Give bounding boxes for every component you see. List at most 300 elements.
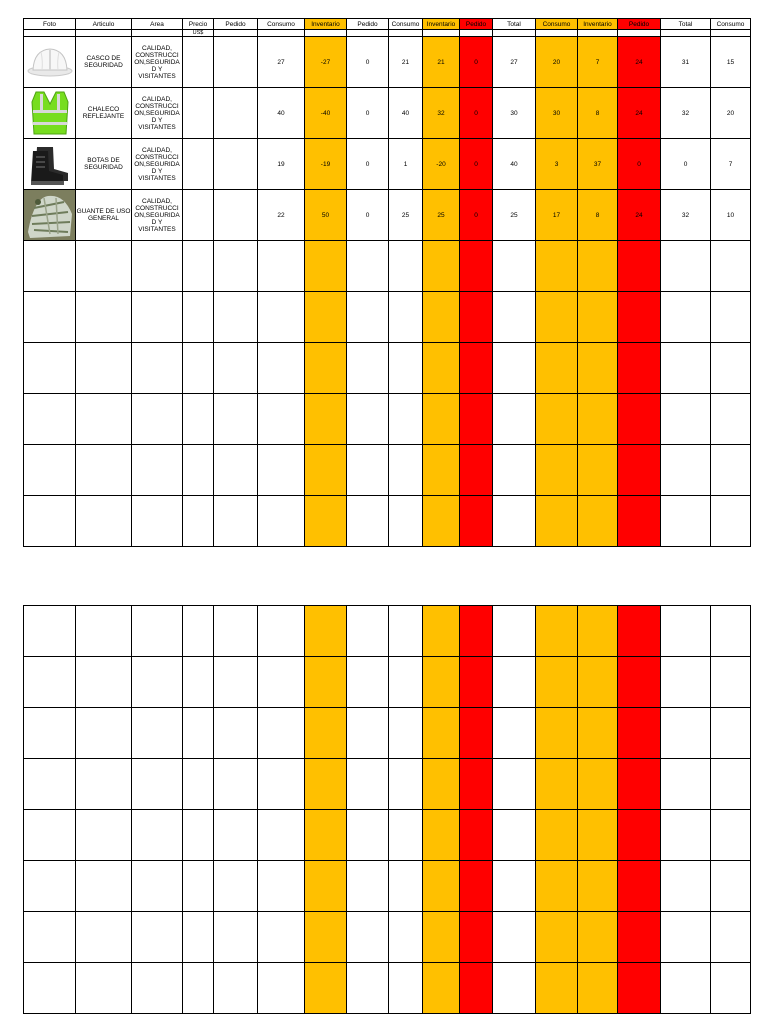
empty-cell [183, 606, 214, 657]
empty-cell [214, 759, 258, 810]
cell-consumo: 10 [711, 190, 751, 241]
empty-cell [24, 963, 76, 1014]
empty-cell [24, 708, 76, 759]
empty-cell [214, 963, 258, 1014]
cell-consumo: 3 [536, 139, 578, 190]
empty-cell [711, 657, 751, 708]
empty-cell [389, 445, 423, 496]
empty-cell [389, 343, 423, 394]
empty-cell [493, 292, 536, 343]
empty-cell [132, 394, 183, 445]
empty-cell [214, 606, 258, 657]
table-row[interactable] [24, 139, 751, 190]
table-row[interactable] [24, 190, 751, 241]
empty-cell [493, 657, 536, 708]
empty-cell [183, 241, 214, 292]
empty-cell [618, 759, 661, 810]
empty-cell [460, 657, 493, 708]
area-line: ON,SEGURIDA [134, 58, 180, 66]
empty-cell [76, 343, 132, 394]
cell-consumo: 40 [389, 88, 423, 139]
subheader-cell [618, 30, 661, 37]
empty-cell [132, 606, 183, 657]
empty-cell [460, 861, 493, 912]
empty-cell [305, 343, 347, 394]
subheader-cell [24, 30, 76, 37]
empty-cell [389, 394, 423, 445]
empty-cell [423, 810, 460, 861]
cell-inventario: 50 [305, 190, 347, 241]
empty-cell [305, 241, 347, 292]
empty-cell [258, 657, 305, 708]
cell-consumo: 22 [258, 190, 305, 241]
empty-cell [711, 708, 751, 759]
empty-cell [578, 912, 618, 963]
header-row [24, 19, 751, 30]
empty-cell [460, 759, 493, 810]
empty-cell [214, 343, 258, 394]
column-header-precio: Precio [183, 19, 214, 30]
cell-total: 32 [661, 88, 711, 139]
area-line: VISITANTES [138, 225, 176, 233]
empty-cell [347, 861, 389, 912]
empty-cell [661, 292, 711, 343]
empty-cell [661, 963, 711, 1014]
empty-cell [578, 445, 618, 496]
cell-inventario: -20 [423, 139, 460, 190]
empty-cell [305, 963, 347, 1014]
work-gloves-photo [24, 190, 76, 241]
empty-cell [711, 496, 751, 547]
hard-hat-photo [24, 37, 76, 88]
area-line: D Y [151, 167, 163, 175]
empty-cell [183, 963, 214, 1014]
empty-cell [258, 343, 305, 394]
empty-row [24, 861, 751, 912]
empty-cell [493, 861, 536, 912]
cell-inventario: 8 [578, 190, 618, 241]
empty-cell [24, 606, 76, 657]
cell-pedido: 24 [618, 88, 661, 139]
cell-total: 25 [493, 190, 536, 241]
empty-cell [258, 759, 305, 810]
empty-cell [493, 606, 536, 657]
empty-cell [423, 606, 460, 657]
empty-cell [305, 496, 347, 547]
empty-cell [24, 343, 76, 394]
empty-cell [258, 496, 305, 547]
area-line: CONSTRUCCI [135, 102, 179, 110]
empty-cell [76, 708, 132, 759]
safety-boots-photo [24, 139, 76, 190]
empty-cell [258, 445, 305, 496]
area-line: D Y [151, 218, 163, 226]
empty-cell [305, 292, 347, 343]
subheader-cell [258, 30, 305, 37]
area-line: ON,SEGURIDA [134, 160, 180, 168]
table-row[interactable] [24, 88, 751, 139]
empty-cell [493, 963, 536, 1014]
empty-cell [347, 292, 389, 343]
empty-cell [132, 861, 183, 912]
cell-pedido: 0 [347, 190, 389, 241]
subheader-cell [423, 30, 460, 37]
subheader-cell [661, 30, 711, 37]
empty-row [24, 292, 751, 343]
empty-cell [536, 708, 578, 759]
empty-cell [214, 912, 258, 963]
empty-cell [493, 394, 536, 445]
empty-cell [214, 394, 258, 445]
cell-total: 31 [661, 37, 711, 88]
empty-cell [711, 912, 751, 963]
empty-cell [132, 496, 183, 547]
empty-cell [183, 810, 214, 861]
empty-cell [183, 657, 214, 708]
empty-cell [258, 708, 305, 759]
empty-cell [661, 445, 711, 496]
cell-pedido: 24 [618, 190, 661, 241]
subheader-cell [460, 30, 493, 37]
column-header-total: Total [661, 19, 711, 30]
item-name: CASCO DE SEGURIDAD [76, 37, 132, 88]
empty-cell [493, 912, 536, 963]
empty-cell [711, 606, 751, 657]
empty-cell [460, 292, 493, 343]
column-header-pedido: Pedido [618, 19, 661, 30]
empty-cell [618, 445, 661, 496]
subheader-cell [389, 30, 423, 37]
empty-cell [347, 606, 389, 657]
cell-consumo: 7 [711, 139, 751, 190]
empty-cell [661, 394, 711, 445]
empty-cell [389, 292, 423, 343]
empty-cell [460, 606, 493, 657]
empty-cell [389, 759, 423, 810]
empty-cell [536, 241, 578, 292]
empty-cell [76, 606, 132, 657]
empty-cell [76, 292, 132, 343]
cell-precio [183, 37, 214, 88]
cell-pedido: 0 [347, 88, 389, 139]
subheader-cell [578, 30, 618, 37]
empty-cell [536, 657, 578, 708]
empty-cell [661, 606, 711, 657]
empty-cell [389, 810, 423, 861]
empty-cell [711, 445, 751, 496]
subheader-row [24, 30, 751, 37]
column-header-consumo: Consumo [389, 19, 423, 30]
empty-cell [347, 496, 389, 547]
area-line: CALIDAD, [142, 197, 172, 205]
empty-cell [460, 810, 493, 861]
empty-cell [618, 343, 661, 394]
cell-precio [183, 190, 214, 241]
empty-cell [578, 343, 618, 394]
cell-consumo: 40 [258, 88, 305, 139]
cell-total: 30 [493, 88, 536, 139]
cell-inventario: -40 [305, 88, 347, 139]
empty-cell [423, 496, 460, 547]
empty-cell [389, 912, 423, 963]
empty-cell [305, 445, 347, 496]
empty-cell [711, 810, 751, 861]
subheader-cell [214, 30, 258, 37]
empty-cell [493, 241, 536, 292]
empty-cell [711, 963, 751, 1014]
empty-cell [618, 657, 661, 708]
area-line: ON,SEGURIDA [134, 109, 180, 117]
cell-inventario: 8 [578, 88, 618, 139]
empty-cell [578, 241, 618, 292]
empty-cell [711, 759, 751, 810]
item-area [132, 190, 183, 241]
empty-cell [423, 657, 460, 708]
empty-cell [132, 912, 183, 963]
cell-pedido [214, 88, 258, 139]
empty-cell [305, 708, 347, 759]
empty-cell [423, 759, 460, 810]
empty-row [24, 810, 751, 861]
empty-cell [305, 912, 347, 963]
empty-cell [347, 708, 389, 759]
empty-cell [661, 759, 711, 810]
cell-pedido: 0 [347, 37, 389, 88]
empty-cell [389, 241, 423, 292]
empty-cell [536, 394, 578, 445]
empty-cell [618, 810, 661, 861]
empty-cell [460, 963, 493, 1014]
empty-cell [76, 657, 132, 708]
cell-pedido: 0 [460, 190, 493, 241]
column-header-pedido: Pedido [460, 19, 493, 30]
empty-row [24, 241, 751, 292]
area-line: VISITANTES [138, 72, 176, 80]
empty-cell [618, 708, 661, 759]
empty-cell [536, 759, 578, 810]
cell-inventario: -27 [305, 37, 347, 88]
empty-cell [24, 861, 76, 912]
empty-cell [536, 912, 578, 963]
empty-cell [460, 708, 493, 759]
empty-cell [711, 292, 751, 343]
empty-cell [258, 963, 305, 1014]
empty-cell [578, 496, 618, 547]
empty-cell [423, 394, 460, 445]
empty-cell [183, 759, 214, 810]
subheader-cell [493, 30, 536, 37]
empty-cell [618, 606, 661, 657]
empty-row [24, 445, 751, 496]
empty-cell [132, 810, 183, 861]
empty-cell [536, 606, 578, 657]
empty-cell [423, 343, 460, 394]
empty-row [24, 657, 751, 708]
item-name: CHALECO REFLEJANTE [76, 88, 132, 139]
empty-cell [618, 394, 661, 445]
empty-cell [24, 912, 76, 963]
empty-cell [24, 394, 76, 445]
area-line: CONSTRUCCI [135, 204, 179, 212]
cell-inventario: -19 [305, 139, 347, 190]
empty-cell [305, 657, 347, 708]
inventory-table-continued [23, 605, 751, 1014]
empty-cell [132, 759, 183, 810]
cell-pedido [214, 190, 258, 241]
empty-cell [578, 963, 618, 1014]
empty-cell [423, 861, 460, 912]
empty-cell [578, 292, 618, 343]
empty-cell [183, 292, 214, 343]
empty-cell [389, 861, 423, 912]
empty-cell [661, 496, 711, 547]
empty-cell [711, 394, 751, 445]
empty-cell [76, 810, 132, 861]
empty-row [24, 963, 751, 1014]
area-line: VISITANTES [138, 174, 176, 182]
empty-row [24, 496, 751, 547]
empty-cell [305, 394, 347, 445]
empty-cell [76, 241, 132, 292]
cell-pedido: 0 [347, 139, 389, 190]
cell-consumo: 17 [536, 190, 578, 241]
cell-pedido: 24 [618, 37, 661, 88]
cell-precio [183, 139, 214, 190]
empty-cell [258, 606, 305, 657]
empty-cell [618, 912, 661, 963]
empty-cell [493, 708, 536, 759]
empty-cell [347, 445, 389, 496]
inventory-table [23, 18, 751, 547]
empty-cell [24, 657, 76, 708]
empty-cell [258, 394, 305, 445]
cell-consumo: 27 [258, 37, 305, 88]
empty-row [24, 759, 751, 810]
cell-consumo: 20 [711, 88, 751, 139]
column-header-inventario: Inventario [305, 19, 347, 30]
empty-row [24, 343, 751, 394]
area-line: CALIDAD, [142, 146, 172, 154]
empty-cell [305, 810, 347, 861]
empty-cell [76, 912, 132, 963]
area-line: D Y [151, 65, 163, 73]
empty-cell [132, 241, 183, 292]
empty-cell [423, 445, 460, 496]
empty-cell [258, 912, 305, 963]
empty-cell [76, 861, 132, 912]
empty-cell [661, 241, 711, 292]
empty-cell [536, 445, 578, 496]
empty-cell [460, 394, 493, 445]
cell-inventario: 21 [423, 37, 460, 88]
empty-cell [347, 912, 389, 963]
empty-cell [493, 343, 536, 394]
empty-cell [132, 657, 183, 708]
empty-cell [347, 963, 389, 1014]
empty-cell [578, 759, 618, 810]
empty-cell [460, 445, 493, 496]
area-line: CONSTRUCCI [135, 51, 179, 59]
empty-cell [24, 292, 76, 343]
cell-pedido: 0 [460, 37, 493, 88]
subheader-cell [305, 30, 347, 37]
empty-cell [214, 810, 258, 861]
empty-cell [711, 861, 751, 912]
empty-cell [661, 912, 711, 963]
empty-cell [305, 606, 347, 657]
cell-consumo: 25 [389, 190, 423, 241]
cell-consumo: 21 [389, 37, 423, 88]
empty-cell [347, 241, 389, 292]
empty-row [24, 708, 751, 759]
column-header-area: Area [132, 19, 183, 30]
empty-cell [347, 343, 389, 394]
empty-cell [183, 343, 214, 394]
column-header-pedido: Pedido [214, 19, 258, 30]
column-header-inventario: Inventario [423, 19, 460, 30]
empty-cell [423, 912, 460, 963]
empty-cell [132, 292, 183, 343]
empty-cell [536, 810, 578, 861]
cell-consumo: 19 [258, 139, 305, 190]
empty-cell [618, 496, 661, 547]
empty-cell [578, 810, 618, 861]
column-header-total: Total [493, 19, 536, 30]
empty-cell [389, 708, 423, 759]
subheader-cell [132, 30, 183, 37]
empty-cell [347, 759, 389, 810]
empty-cell [183, 445, 214, 496]
empty-cell [24, 445, 76, 496]
empty-cell [24, 810, 76, 861]
empty-cell [711, 241, 751, 292]
empty-cell [389, 606, 423, 657]
empty-cell [183, 861, 214, 912]
empty-cell [305, 759, 347, 810]
empty-cell [132, 963, 183, 1014]
area-line: VISITANTES [138, 123, 176, 131]
cell-total: 40 [493, 139, 536, 190]
empty-cell [24, 759, 76, 810]
subheader-cell [536, 30, 578, 37]
empty-cell [183, 708, 214, 759]
empty-row [24, 606, 751, 657]
empty-cell [618, 963, 661, 1014]
empty-cell [536, 963, 578, 1014]
cell-inventario: 32 [423, 88, 460, 139]
area-line: ON,SEGURIDA [134, 211, 180, 219]
item-area [132, 139, 183, 190]
empty-cell [347, 394, 389, 445]
column-header-inventario: Inventario [578, 19, 618, 30]
empty-cell [76, 963, 132, 1014]
empty-cell [460, 343, 493, 394]
empty-cell [258, 292, 305, 343]
empty-cell [493, 445, 536, 496]
empty-cell [24, 241, 76, 292]
cell-pedido [214, 139, 258, 190]
empty-cell [24, 496, 76, 547]
table-row[interactable] [24, 37, 751, 88]
empty-cell [183, 912, 214, 963]
cell-inventario: 7 [578, 37, 618, 88]
subheader-cell [76, 30, 132, 37]
empty-row [24, 912, 751, 963]
cell-consumo: 15 [711, 37, 751, 88]
item-area [132, 88, 183, 139]
empty-cell [493, 759, 536, 810]
empty-cell [389, 496, 423, 547]
